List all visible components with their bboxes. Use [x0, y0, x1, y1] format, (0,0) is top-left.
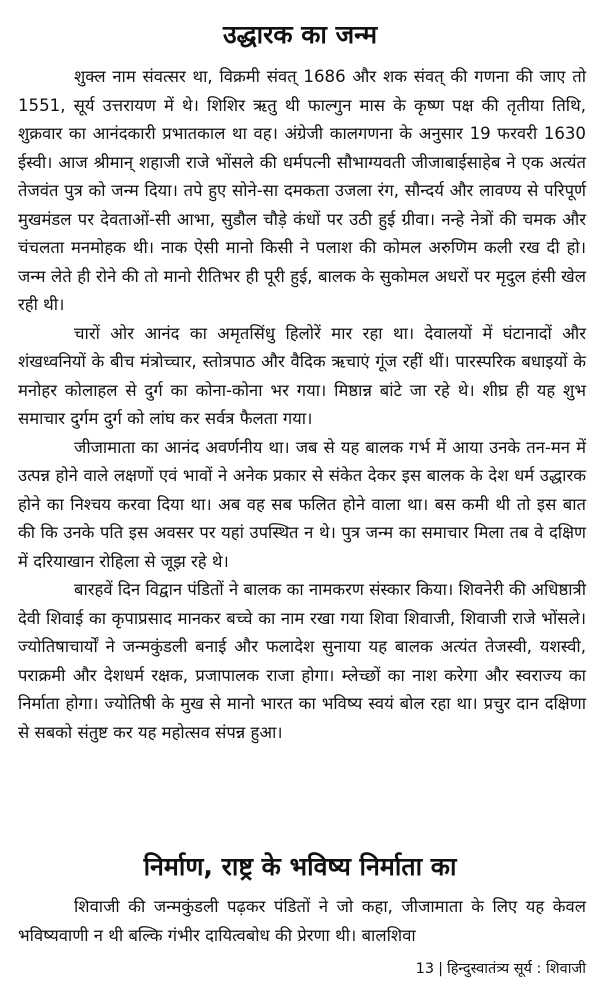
section-title-nation-builder: निर्माण, राष्ट्र के भविष्य निर्माता का [143, 852, 457, 881]
paragraph: बारहवें दिन विद्वान पंडितों ने बालक का नामकरण संस्कार किया। शिवनेरी की अधिष्ठात्री देवी शिवाई का कृपाप्रसाद मानकर बच्चे का नाम रखा गया शिवा शिवाजी, शिवाजी राजे भोंसले। ज्योतिषाचार्यों ने जन्मकुंडली बनाई और फलादेश सुनाया यह बालक अत्यंत तेजस्वी, यशस्वी, पराक्रमी और देशधर्म रक्षक, प्रजापालक राजा होगा। म्लेच्छों का नाश करेगा और स्वराज्य का निर्माता होगा। ज्योतिषी के मुख से मानो भारत का भविष्य स्वयं बोल रहा था। प्रचुर दान दक्षिणा से सबको संतुष्ट कर यह महोत्सव संपन्न हुआ। [18, 580, 586, 742]
section-body-birth [18, 63, 586, 747]
section-body-nation-builder [18, 893, 586, 950]
page-footer [416, 958, 586, 980]
footer-separator: | [438, 961, 443, 977]
paragraph: चारों ओर आनंद का अमृतसिंधु हिलोरें मार रहा था। देवालयों में घंटानादों और शंखध्वनियों के बीच मंत्रोच्चार, स्तोत्रपाठ और वैदिक ऋचाएं गूंज रहीं थीं। पारस्परिक बधाइयों के मनोहर कोलाहल से दुर्ग का कोना-कोना भर गया। मिष्ठान्न बांटे जा रहे थे। शीघ्र ही यह शुभ समाचार दुर्गम दुर्ग को लांघ कर सर्वत्र फैलता गया। [18, 323, 586, 428]
page-number: 13 [415, 961, 435, 977]
section-title-birth: उद्धारक का जन्म [222, 20, 378, 49]
book-title: हिन्दुस्वातंत्र्य सूर्य : शिवाजी [446, 961, 586, 977]
paragraph: जीजामाता का आनंद अवर्णनीय था। जब से यह बालक गर्भ में आया उनके तन-मन में उत्पन्न होने वाले लक्षणों एवं भावों ने अनेक प्रकार से संकेत देकर इस बालक के देश धर्म उद्धारक होने का निश्चय करवा दिया था। अब वह सब फलित होने वाला था। बस कमी थी तो इस बात की कि उनके पति इस अवसर पर यहां उपस्थित न थे। पुत्र जन्म का समाचार मिला तब वे दक्षिण में दरियाखान रोहिला से जूझ रहे थे। [18, 437, 586, 571]
paragraph: शिवाजी की जन्मकुंडली पढ़कर पंडितों ने जो कहा, जीजामाता के लिए यह केवल भविष्यवाणी न थी बल्कि गंभीर दायित्वबोध की प्रेरणा थी। बालशिवा [18, 897, 586, 945]
paragraph: शुक्ल नाम संवत्सर था, विक्रमी संवत् 1686 और शक संवत् की गणना की जाए तो 1551, सूर्य उत्तरायण में थे। शिशिर ऋतु थी फाल्गुन मास के कृष्ण पक्ष की तृतीया तिथि, शुक्रवार का आनंदकारी प्रभातकाल था वह। अंग्रेजी कालगणना के अनुसार 19 फरवरी 1630 ईस्वी। आज श्रीमान् शहाजी राजे भोंसले की धर्मपत्नी सौभाग्यवती जीजाबाईसाहेब ने एक अत्यंत तेजवंत पुत्र को जन्म दिया। तपे हुए सोने-सा दमकता उजला रंग, सौन्दर्य और लावण्य से परिपूर्ण मुखमंडल पर देवताओं-सी आभा, सुडौल चौड़े कंधों पर उठी हुई ग्रीवा। नन्हे नेत्रों की चमक और चंचलता मनमोहक थी। नाक ऐसी मानो किसी ने पलाश की कोमल अरुणिम कली रख दी हो। जन्म लेते ही रोने की तो मानो रीतिभर ही पूरी हुई, बालक के सुकोमल अधरों पर मृदुल हंसी खेल रही थी। [18, 67, 586, 314]
